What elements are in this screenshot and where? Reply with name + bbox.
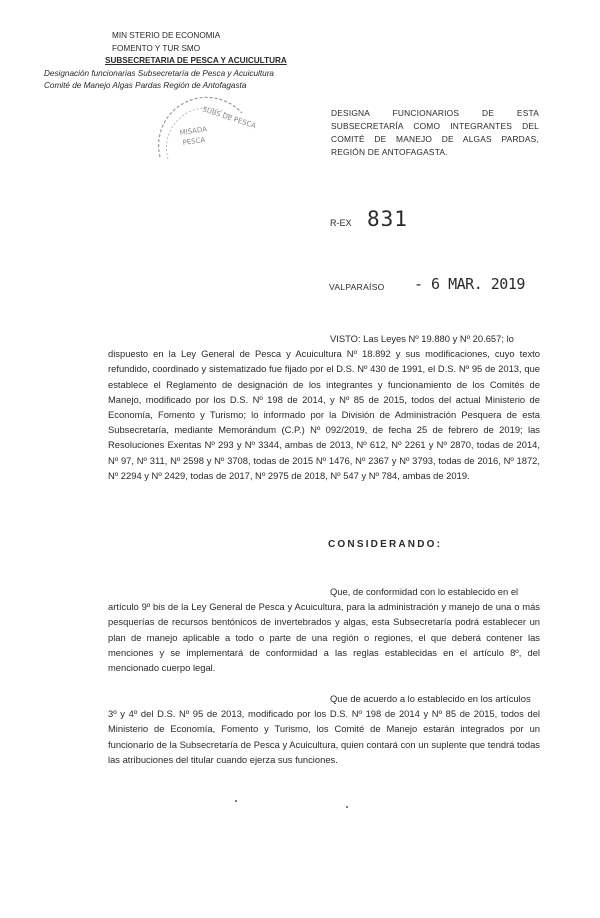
visto-body: dispuesto en la Ley General de Pesca y Acuicultura Nº 18.892 y sus modificaciones, cuyo texto refundido, coordinado y sistematizado fue fijado por el D.S. Nº 430 de 1991, el D.S. Nº 95 de 2013, que establece el Reglamento de designación de los integrantes y funcionamiento de los Comités de Manejo, modificado por los D.S. Nº 198 de 2014, y Nº 85 de 2015, todos del actual Ministerio de Economía, Fomento y Turismo; lo informado por la División de Administración Pesquera de esta Subsecretaría, mediante Memorándum (C.P.) Nº 092/2019, de fecha 25 de febrero de 2019; las Resoluciones Exentas Nº 293 y Nº 3344, ambas de 2013, Nº 612, Nº 2261 y Nº 2870, todas de 2014, Nº 97, Nº 311, Nº 2598 y Nº 3708, todas de 2015 Nº 1476, Nº 2367 y Nº 3793, todas de 2016, Nº 1872, Nº 2294 y Nº 2429, todas de 2017, Nº 2975 de 2018, Nº 547 y Nº 784, ambas de 2019. xyxy=(108,348,540,481)
resolution-subject: DESIGNA FUNCIONARIOS DE ESTA SUBSECRETARÍA COMO INTEGRANTES DEL COMITÉ DE MANEJO DE ALGAS PARDAS, REGIÓN DE ANTOFAGASTA. xyxy=(331,108,539,157)
considerando-heading: CONSIDERANDO: xyxy=(328,539,443,550)
p1-lead: Que, de conformidad con lo establecido en el xyxy=(330,586,519,597)
scan-speck xyxy=(235,800,237,802)
p2-lead-line xyxy=(108,691,540,706)
resolution-number: 831 xyxy=(367,207,408,231)
header-committee: Comité de Manejo Algas Pardas Región de Antofagasta xyxy=(44,81,247,90)
p2-body: 3º y 4º del D.S. Nº 95 de 2013, modificado por los D.S. Nº 198 de 2014 y Nº 85 de 2015, todos del Ministerio de Economía, Fomento y Turismo, los Comité de Manejo estarán integrados por un funcionario de la Subsecretaría de Pesca y Acuicultura, quien contará con un suplente que tendrá todas las atribuciones del titular cuando ejerza sus funciones. xyxy=(108,708,540,765)
ministry-name-2: FOMENTO Y TUR SMO xyxy=(112,43,201,53)
letterhead xyxy=(40,30,287,93)
visto-lead-line xyxy=(108,331,540,346)
header-designation: Designación funcionarias Subsecretaría de Pesca y Acuicultura xyxy=(44,68,274,78)
p1-body: artículo 9º bis de la Ley General de Pesca y Acuicultura, para la administración y manejo de una o más pesquerías de recursos bentónicos de invertebrados y algas, esta Subsecretaría podrá establecer un plan de manejo aplicable a todo o parte de una región o regiones, el que deberá contener las menciones y se implementará de conformidad a las reglas establecidas en el artículo 8º, del mencionado cuerpo legal. xyxy=(108,601,540,674)
visto-lead: VISTO: Las Leyes Nº 19.880 y Nº 20.657; lo xyxy=(330,333,514,344)
considerando-paragraph-2 xyxy=(108,691,540,767)
p2-lead: Que de acuerdo a lo establecido en los artículos xyxy=(330,693,531,704)
visto-paragraph xyxy=(108,331,540,483)
official-stamp xyxy=(150,95,257,165)
scan-speck xyxy=(346,806,348,808)
p1-lead-line xyxy=(108,584,540,599)
stamp-outer-text: SUBS DE PESCA xyxy=(201,105,257,131)
ministry-name: MIN STERIO DE ECONOMIA xyxy=(112,31,221,40)
stamp-inner-text-1: MISADA xyxy=(179,125,208,137)
stamp-inner-text-2: PESCA xyxy=(182,135,206,147)
place: VALPARAÍSO xyxy=(329,282,385,292)
date-stamp: - 6 MAR. 2019 xyxy=(414,275,525,293)
subsecretariat-name: SUBSECRETARIA DE PESCA Y ACUICULTURA xyxy=(105,56,287,65)
resolution-label: R-EX xyxy=(330,218,352,228)
considerando-paragraph-1 xyxy=(108,584,540,675)
